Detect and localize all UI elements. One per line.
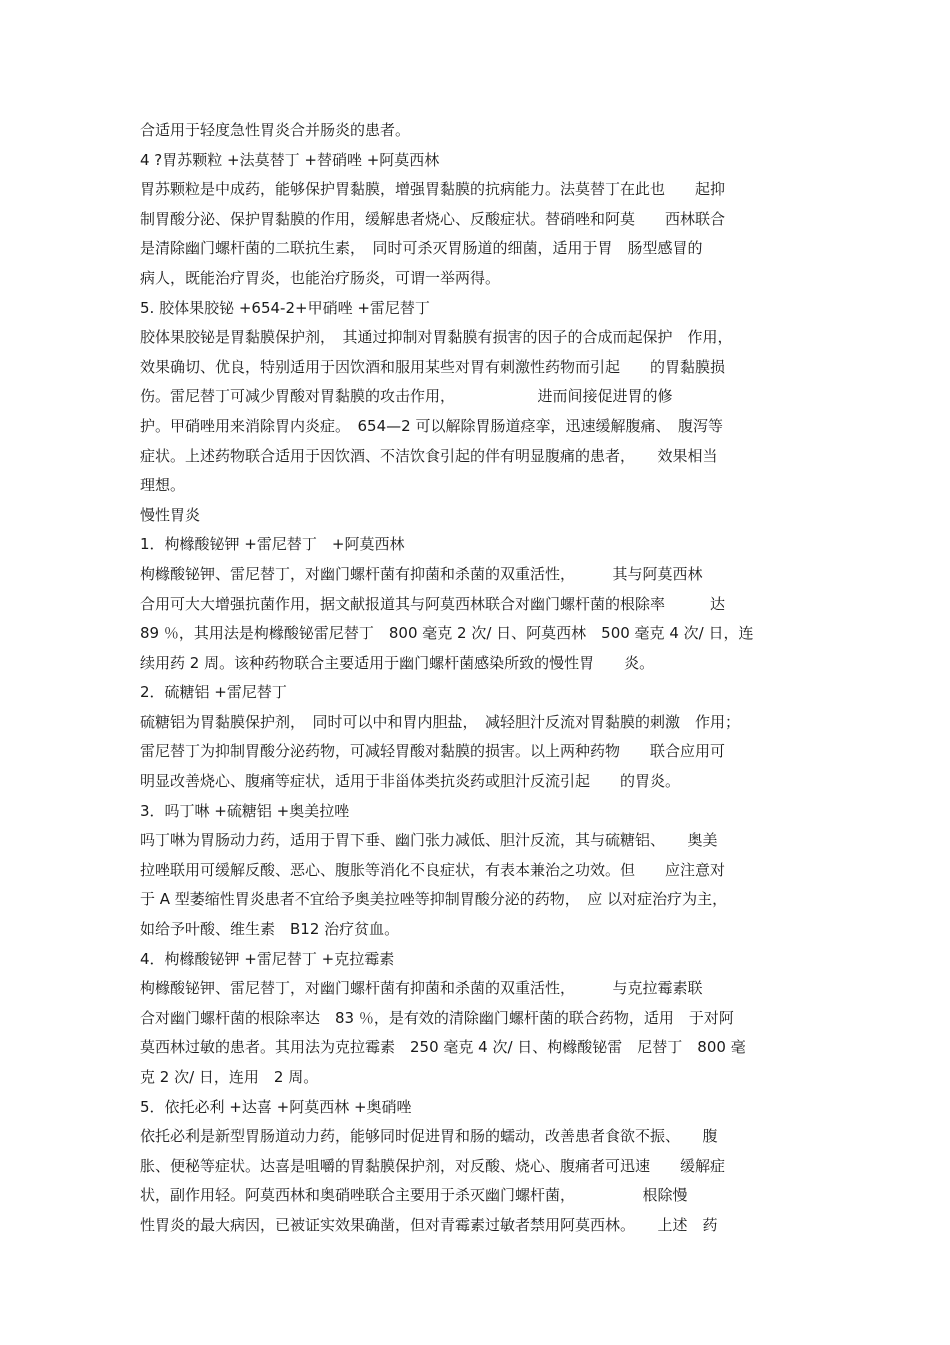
text-line: 续用药 2 周。该种药物联合主要适用于幽门螺杆菌感染所致的慢性胃 炎。 — [140, 653, 655, 672]
section-heading: 1．枸橼酸铋钾 +雷尼替丁 +阿莫西林 — [140, 535, 405, 554]
text-line: 是清除幽门螺杆菌的二联抗生素， 同时可杀灭胃肠道的细菌，适用于胃 肠型感冒的 — [140, 239, 703, 258]
text-line: 吗丁啉为胃肠动力药，适用于胃下垂、幽门张力减低、胆汁反流，其与硫糖铝、 奥美 — [140, 831, 718, 850]
section-heading: 4 ?胃苏颗粒 +法莫替丁 +替硝唑 +阿莫西林 — [140, 150, 440, 169]
text-line: 雷尼替丁为抑制胃酸分泌药物，可减轻胃酸对黏膜的损害。以上两种药物 联合应用可 — [140, 742, 726, 761]
text-line: 拉唑联用可缓解反酸、恶心、腹胀等消化不良症状，有表本兼治之功效。但 应注意对 — [140, 860, 726, 879]
text-line: 状，副作用轻。阿莫西林和奥硝唑联合主要用于杀灭幽门螺杆菌， 根除慢 — [140, 1186, 688, 1205]
document-body — [140, 116, 808, 1241]
text-line: 合适用于轻度急性胃炎合并肠炎的患者。 — [140, 121, 411, 139]
text-line: 硫糖铝为胃黏膜保护剂， 同时可以中和胃内胆盐， 减轻胆汁反流对胃黏膜的刺激 作用； — [140, 712, 741, 731]
text-line: 护。甲硝唑用来消除胃内炎症。 654—2 可以解除胃肠道痉挛，迅速缓解腹痛、 腹泻等 — [140, 416, 723, 435]
text-line: 克 2 次/ 日，连用 2 周。 — [140, 1068, 319, 1086]
text-line: 性胃炎的最大病因，已被证实效果确凿，但对青霉素过敏者禁用阿莫西林。 上述 药 — [140, 1215, 718, 1234]
text-line: 依托必利是新型胃肠道动力药，能够同时促进胃和肠的蠕动，改善患者食欲不振、 腹 — [140, 1127, 718, 1146]
text-line: 89 ％，其用法是枸橼酸铋雷尼替丁 800 毫克 2 次/ 日、阿莫西林 500 毫克 4 次/ 日，连 — [140, 624, 754, 643]
chapter-heading: 慢性胃炎 — [140, 505, 201, 524]
text-line: 莫西林过敏的患者。其用法为克拉霉素 250 毫克 4 次/ 日、枸橼酸铋雷 尼替丁 800 毫 — [140, 1038, 746, 1057]
text-line: 胃苏颗粒是中成药，能够保护胃黏膜，增强胃黏膜的抗病能力。法莫替丁在此也 起抑 — [140, 180, 726, 199]
text-line: 病人，既能治疗胃炎，也能治疗肠炎，可谓一举两得。 — [140, 268, 501, 287]
section-heading: 5．依托必利 +达喜 +阿莫西林 +奥硝唑 — [140, 1097, 412, 1116]
section-heading: 5. 胶体果胶铋 +654-2+甲硝唑 +雷尼替丁 — [140, 298, 430, 317]
text-line: 伤。雷尼替丁可减少胃酸对胃黏膜的攻击作用， 进而间接促进胃的修 — [140, 387, 673, 406]
section-heading: 3．吗丁啉 +硫糖铝 +奥美拉唑 — [140, 801, 350, 820]
text-line: 理想。 — [140, 476, 186, 495]
text-line: 效果确切、优良，特别适用于因饮酒和服用某些对胃有刺激性药物而引起 的胃黏膜损 — [140, 357, 726, 376]
text-line: 枸橼酸铋钾、雷尼替丁，对幽门螺杆菌有抑菌和杀菌的双重活性， 与克拉霉素联 — [140, 979, 703, 998]
text-line: 症状。上述药物联合适用于因饮酒、不洁饮食引起的伴有明显腹痛的患者， 效果相当 — [140, 446, 718, 465]
text-line: 合用可大大增强抗菌作用，据文献报道其与阿莫西林联合对幽门螺杆菌的根除率 达 — [140, 594, 726, 613]
text-line: 枸橼酸铋钾、雷尼替丁，对幽门螺杆菌有抑菌和杀菌的双重活性， 其与阿莫西林 — [140, 564, 703, 583]
text-line: 如给予叶酸、维生素 B12 治疗贫血。 — [140, 920, 400, 939]
section-heading: 4．枸橼酸铋钾 +雷尼替丁 +克拉霉素 — [140, 949, 395, 968]
text-line: 明显改善烧心、腹痛等症状，适用于非甾体类抗炎药或胆汁反流引起 的胃炎。 — [140, 772, 681, 791]
text-line: 胶体果胶铋是胃黏膜保护剂， 其通过抑制对胃黏膜有损害的因子的合成而起保护 作用， — [140, 328, 733, 347]
text-line: 于 A 型萎缩性胃炎患者不宜给予奥美拉唑等抑制胃酸分泌的药物， 应 以对症治疗为主， — [140, 890, 728, 909]
text-line: 制胃酸分泌、保护胃黏膜的作用，缓解患者烧心、反酸症状。替硝唑和阿莫 西林联合 — [140, 209, 726, 228]
text-line: 胀、便秘等症状。达喜是咀嚼的胃黏膜保护剂，对反酸、烧心、腹痛者可迅速 缓解症 — [140, 1156, 726, 1175]
text-line: 合对幽门螺杆菌的根除率达 83 ％，是有效的清除幽门螺杆菌的联合药物，适用 于对阿 — [140, 1008, 734, 1027]
section-heading: 2．硫糖铝 +雷尼替丁 — [140, 683, 287, 702]
